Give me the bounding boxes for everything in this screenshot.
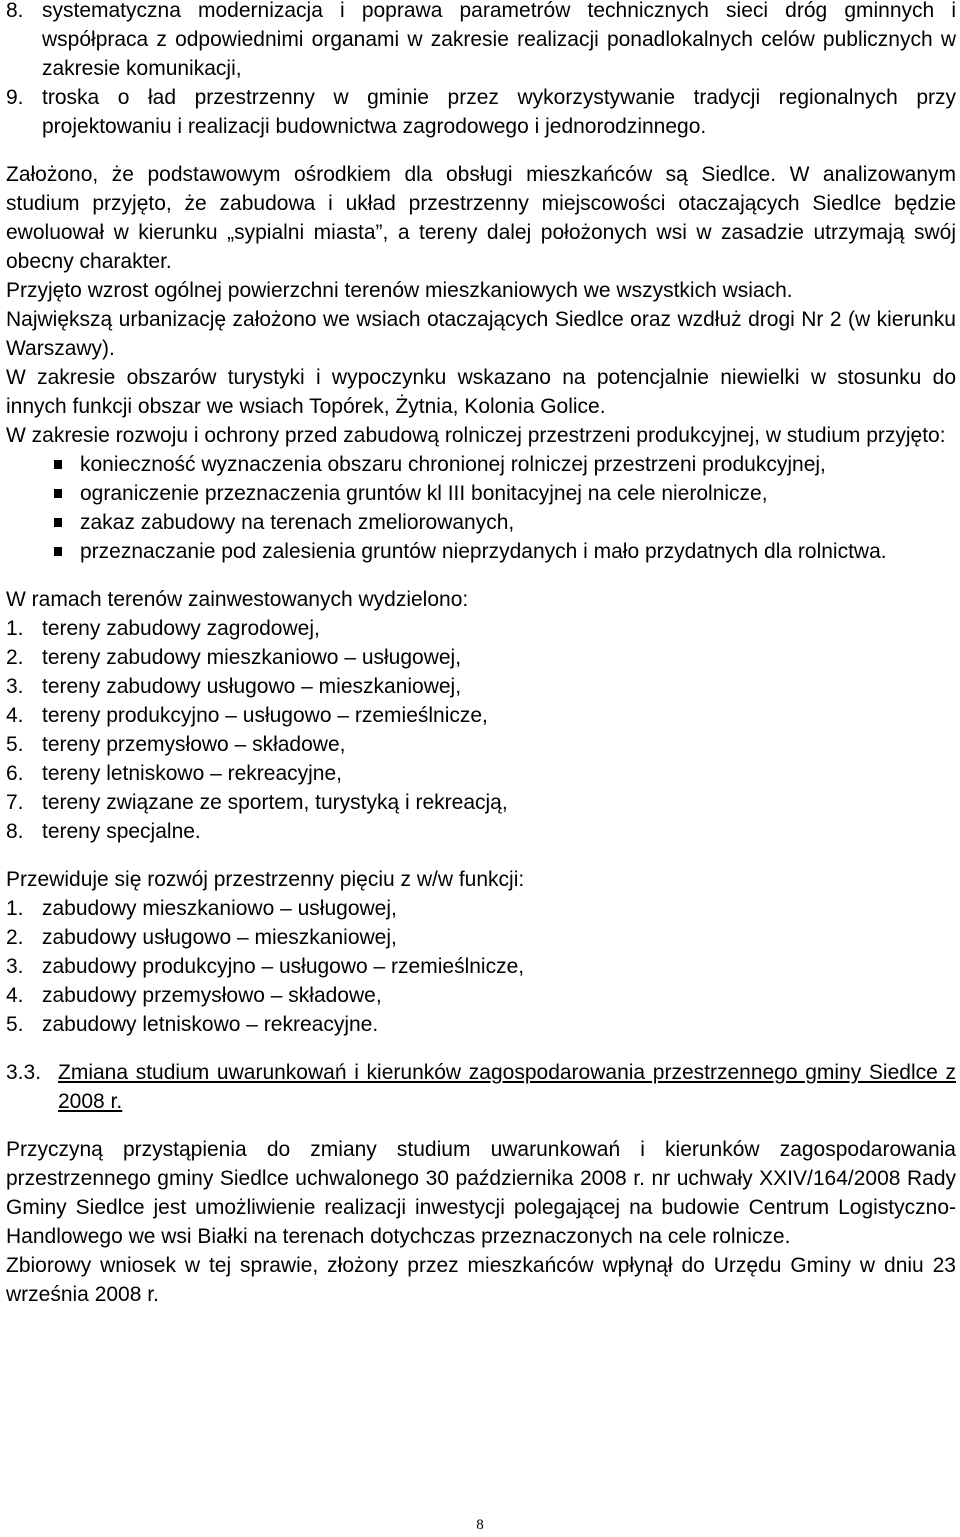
development-intro: Przewiduje się rozwój przestrzenny pięciu z w/w funkcji:: [6, 868, 525, 891]
bullet-text: przeznaczanie pod zalesienia gruntów nieprzydanych i mało przydatnych dla rolnictwa.: [80, 540, 887, 563]
list-number: 8.: [6, 0, 24, 22]
list-text: zabudowy usługowo – mieszkaniowej,: [42, 926, 397, 949]
list-number: 5.: [6, 1013, 24, 1036]
list-text: tereny zabudowy mieszkaniowo – usługowej,: [42, 646, 462, 669]
areas-list-item: [6, 614, 956, 643]
list-number: 7.: [6, 791, 24, 814]
paragraph-housing-growth: Przyjęto wzrost ogólnej powierzchni terenów mieszkaniowych we wszystkich wsiach.: [6, 279, 793, 302]
list-number: 4.: [6, 704, 24, 727]
areas-list: [6, 614, 956, 846]
list-number: 3.: [6, 675, 24, 698]
agriculture-bullet-list: [6, 450, 956, 566]
list-number: 3.: [6, 955, 24, 978]
list-text: zabudowy produkcyjno – usługowo – rzemieślnicze,: [42, 955, 525, 978]
list-text: zabudowy mieszkaniowo – usługowej,: [42, 897, 397, 920]
list-text: tereny przemysłowo – składowe,: [42, 733, 346, 756]
list-number: 8.: [6, 820, 24, 843]
list-text: tereny letniskowo – rekreacyjne,: [42, 762, 342, 785]
intro-list-item: [6, 0, 956, 83]
bullet-item: [6, 508, 956, 537]
section-number: 3.3.: [6, 1061, 42, 1084]
paragraph-settlement-center: Założono, że podstawowym ośrodkiem dla obsługi mieszkańców są Siedlce. W analizowanym studium przyjęto, że zabudowa i układ przestrzenny miejscowości otaczających Siedlce będzie ewoluował w kierunku „sypialni miasta”, a tereny dalej położonych wsi w zasadzie utrzymają swój obecny charakter.: [6, 163, 956, 273]
section-heading: [6, 1058, 956, 1116]
list-text: tereny związane ze sportem, turystyką i rekreacją,: [42, 791, 508, 814]
list-text: tereny zabudowy zagrodowej,: [42, 617, 320, 640]
paragraph-agriculture: W zakresie rozwoju i ochrony przed zabudową rolniczej przestrzeni produkcyjnej, w studium przyjęto:: [6, 424, 946, 447]
intro-list-item: [6, 83, 956, 141]
list-number: 2.: [6, 646, 24, 669]
development-list-item: [6, 894, 956, 923]
list-number: 4.: [6, 984, 24, 1007]
bullet-item: [6, 537, 956, 566]
square-bullet-icon: [6, 508, 80, 537]
square-bullet-icon: [6, 450, 80, 479]
list-number: 5.: [6, 733, 24, 756]
areas-list-item: [6, 759, 956, 788]
development-list: [6, 894, 956, 1039]
list-text: tereny specjalne.: [42, 820, 201, 843]
section-title: Zmiana studium uwarunkowań i kierunków zagospodarowania przestrzennego gminy Siedlce z 2008 r.: [58, 1061, 956, 1113]
paragraph-petition: Zbiorowy wniosek w tej sprawie, złożony przez mieszkańców wpłynął do Urzędu Gminy w dniu 23 września 2008 r.: [6, 1254, 956, 1306]
list-text: zabudowy przemysłowo – składowe,: [42, 984, 382, 1007]
list-text: tereny produkcyjno – usługowo – rzemieślnicze,: [42, 704, 488, 727]
areas-list-item: [6, 817, 956, 846]
bullet-text: zakaz zabudowy na terenach zmeliorowanych,: [80, 511, 515, 534]
development-list-item: [6, 923, 956, 952]
list-number: 1.: [6, 897, 24, 920]
paragraph-tourism: W zakresie obszarów turystyki i wypoczynku wskazano na potencjalnie niewielki w stosunku do innych funkcji obszar we wsiach Topórek, Żytnia, Kolonia Golice.: [6, 366, 956, 418]
list-number: 9.: [6, 86, 24, 109]
areas-list-item: [6, 788, 956, 817]
paragraph-urbanization: Największą urbanizację założono we wsiach otaczających Siedlce oraz wzdłuż drogi Nr 2 (w kierunku Warszawy).: [6, 308, 956, 360]
square-bullet-icon: [6, 537, 80, 566]
development-list-item: [6, 952, 956, 981]
bullet-text: ograniczenie przeznaczenia gruntów kl III bonitacyjnej na cele nierolnicze,: [80, 482, 768, 505]
list-text: troska o ład przestrzenny w gminie przez wykorzystywanie tradycji regionalnych przy projektowaniu i realizacji budownictwa zagrodowego i jednorodzinnego.: [42, 86, 956, 138]
paragraph-reason: Przyczyną przystąpienia do zmiany studium uwarunkowań i kierunków zagospodarowania przestrzennego gminy Siedlce uchwalonego 30 października 2008 r. nr uchwały XXIV/164/2008 Rady Gminy Siedlce jest umożliwienie realizacji inwestycji polegającej na budowie Centrum Logistyczno-Handlowego we wsi Białki na terenach dotychczas przeznaczonych na cele rolnicze.: [6, 1138, 956, 1248]
areas-list-item: [6, 643, 956, 672]
square-bullet-icon: [6, 479, 80, 508]
list-number: 1.: [6, 617, 24, 640]
bullet-item: [6, 479, 956, 508]
list-text: systematyczna modernizacja i poprawa parametrów technicznych sieci dróg gminnych i współpraca z odpowiednimi organami w zakresie realizacji ponadlokalnych celów publicznych w zakresie komunikacji,: [42, 0, 956, 80]
bullet-item: [6, 450, 956, 479]
development-list-item: [6, 1010, 956, 1039]
development-list-item: [6, 981, 956, 1010]
page-number: 8: [476, 1517, 484, 1533]
document-page: [6, 0, 956, 1309]
areas-intro: W ramach terenów zainwestowanych wydzielono:: [6, 588, 469, 611]
areas-list-item: [6, 730, 956, 759]
list-text: tereny zabudowy usługowo – mieszkaniowej,: [42, 675, 462, 698]
list-text: zabudowy letniskowo – rekreacyjne.: [42, 1013, 379, 1036]
areas-list-item: [6, 701, 956, 730]
list-number: 6.: [6, 762, 24, 785]
bullet-text: konieczność wyznaczenia obszaru chronionej rolniczej przestrzeni produkcyjnej,: [80, 453, 826, 476]
areas-list-item: [6, 672, 956, 701]
list-number: 2.: [6, 926, 24, 949]
